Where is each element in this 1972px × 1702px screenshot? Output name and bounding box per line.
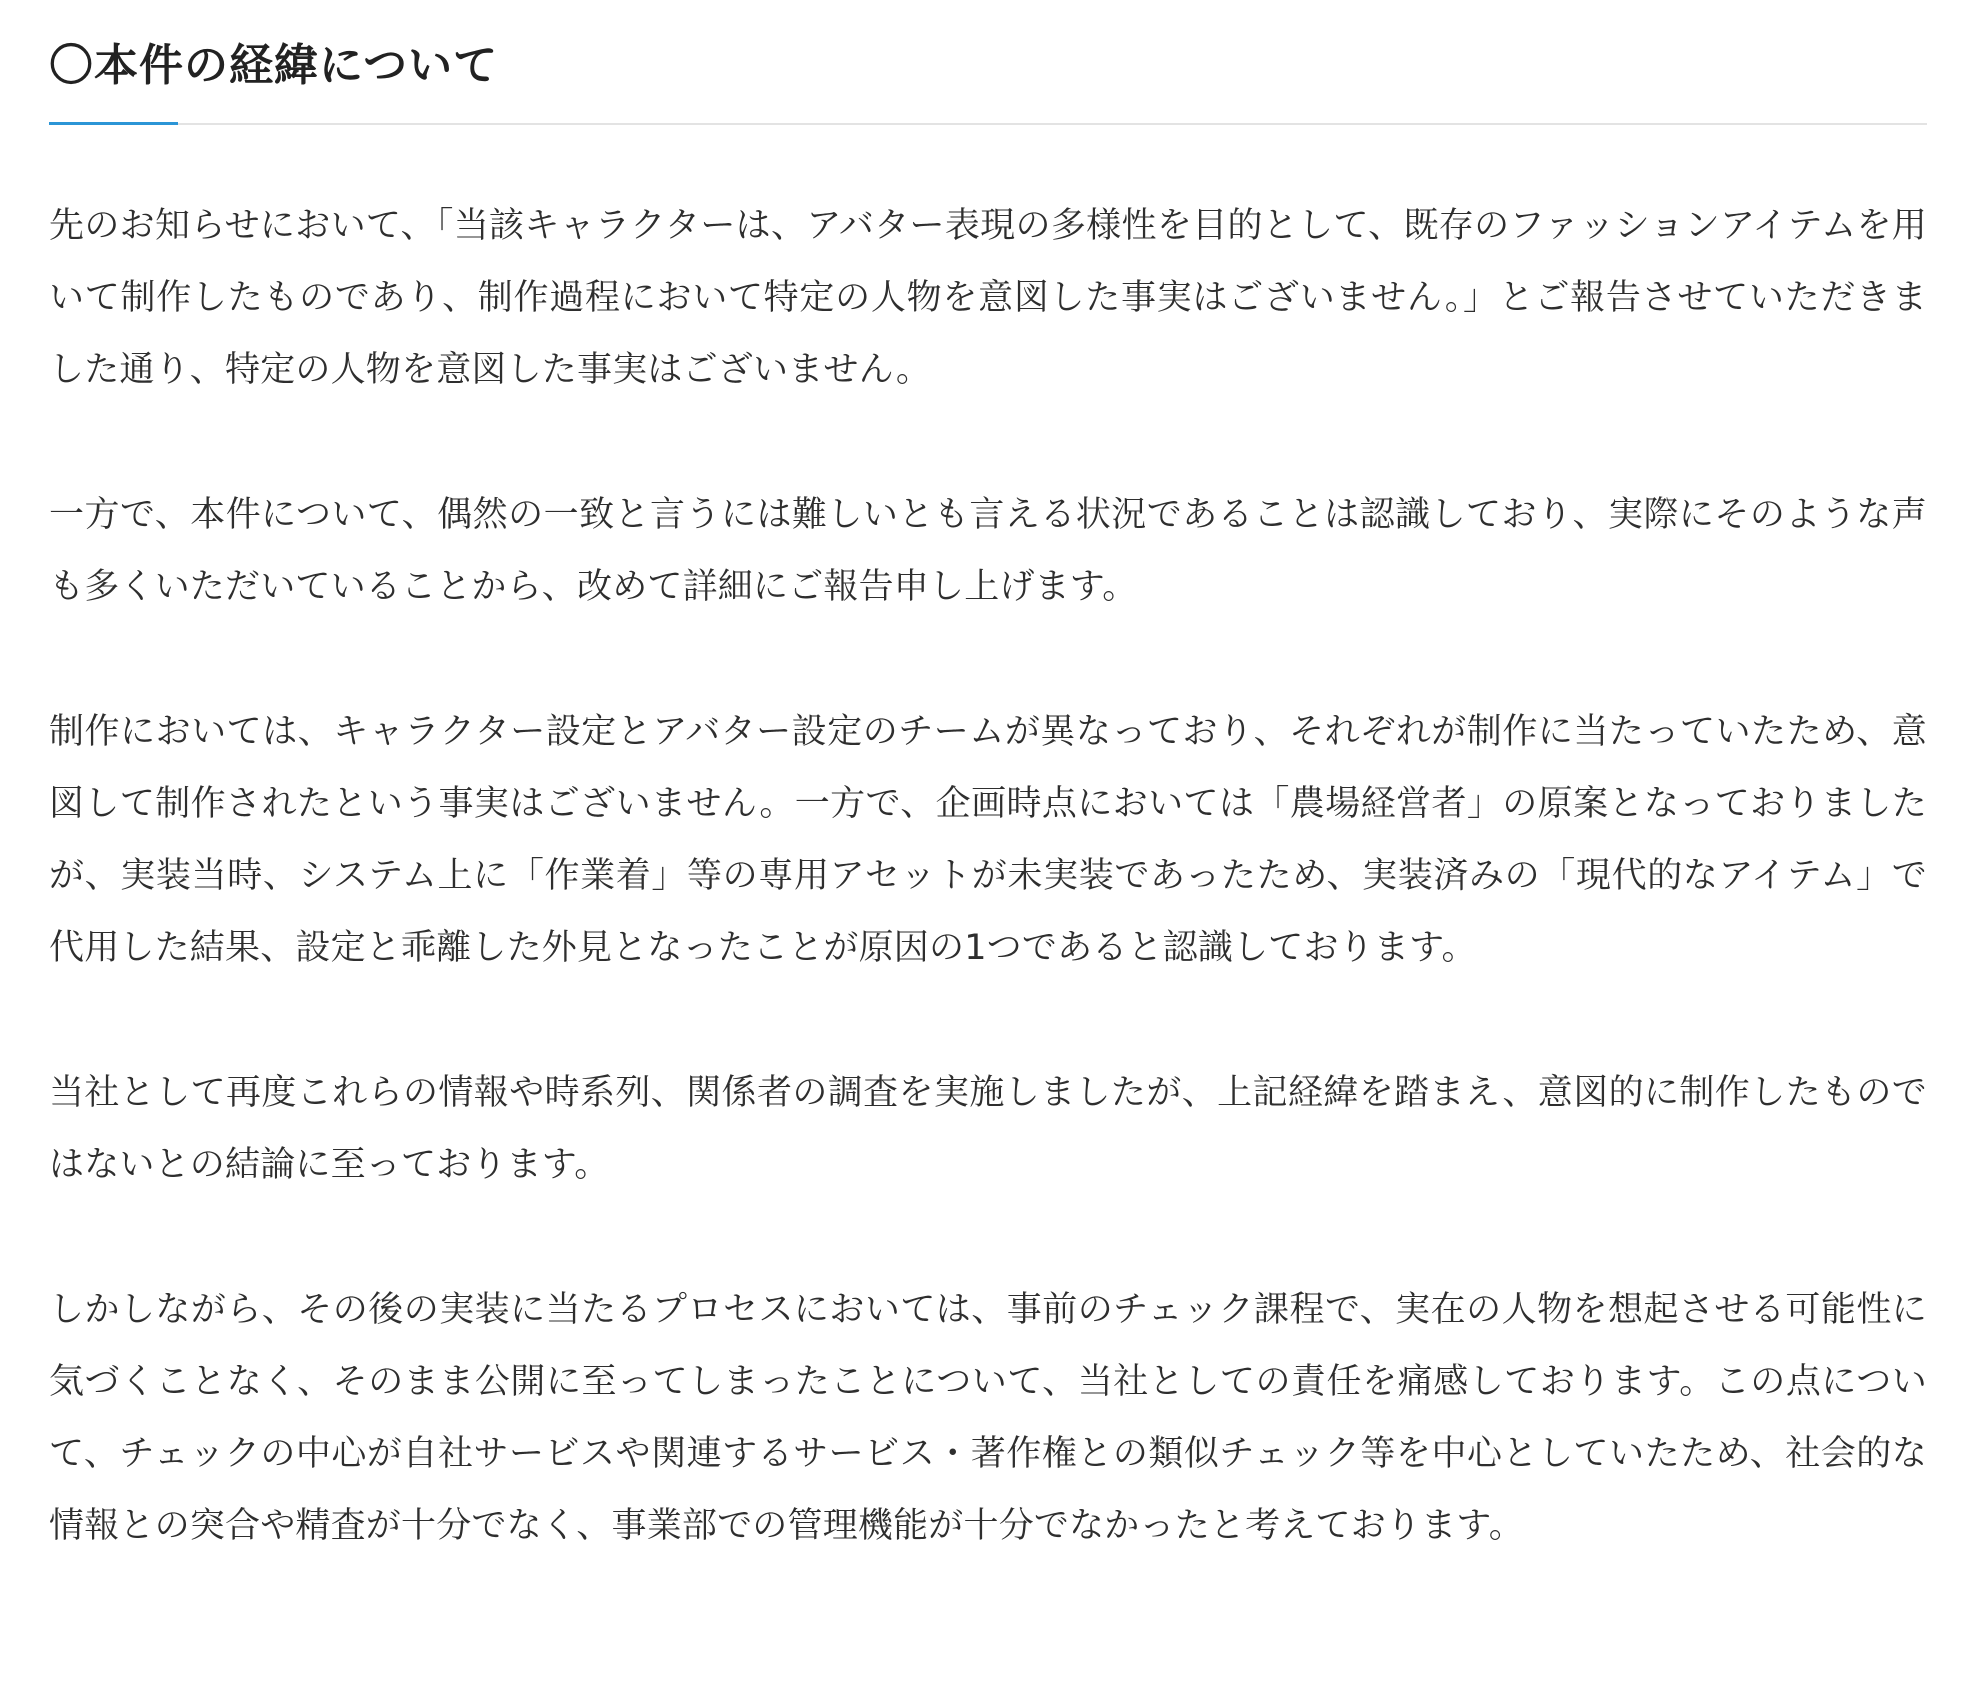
paragraph-2: 一方で、本件について、偶然の一致と言うには難しいとも言える状況であることは認識しており、実際にそのような声も多くいただいていることから、改めて詳細にご報告申し上げます。 [49,495,1927,607]
section-heading: 〇本件の経緯について [49,40,499,91]
paragraph-3: 制作においては、キャラクター設定とアバター設定のチームが異なっており、それぞれが制作に当たっていたため、意図して制作されたという事実はございません。一方で、企画時点においては「農場経営者」の原案となっておりましたが、実装当時、システム上に「作業着」等の専用アセットが未実装であったため、実装済みの「現代的なアイテム」で代用した結果、設定と乖離した外見となったことが原因の1つであると認識しております。 [49,712,1927,968]
paragraph-4: 当社として再度これらの情報や時系列、関係者の調査を実施しましたが、上記経緯を踏まえ、意図的に制作したものではないとの結論に至っております。 [49,1073,1927,1185]
paragraph-5: しかしながら、その後の実装に当たるプロセスにおいては、事前のチェック課程で、実在の人物を想起させる可能性に気づくことなく、そのまま公開に至ってしまったことについて、当社としての責任を痛感しております。この点について、チェックの中心が自社サービスや関連するサービス・著作権との類似チェック等を中心としていたため、社会的な情報との突合や精査が十分でなく、事業部での管理機能が十分でなかったと考えております。 [49,1290,1927,1546]
heading-underline [49,123,1927,125]
article-body [49,190,1927,1635]
heading-accent-bar [49,122,178,125]
paragraph-1: 先のお知らせにおいて、「当該キャラクターは、アバター表現の多様性を目的として、既存のファッションアイテムを用いて制作したものであり、制作過程において特定の人物を意図した事実はございません。」とご報告させていただきました通り、特定の人物を意図した事実はございません。 [49,206,1927,390]
article [49,0,1927,1546]
